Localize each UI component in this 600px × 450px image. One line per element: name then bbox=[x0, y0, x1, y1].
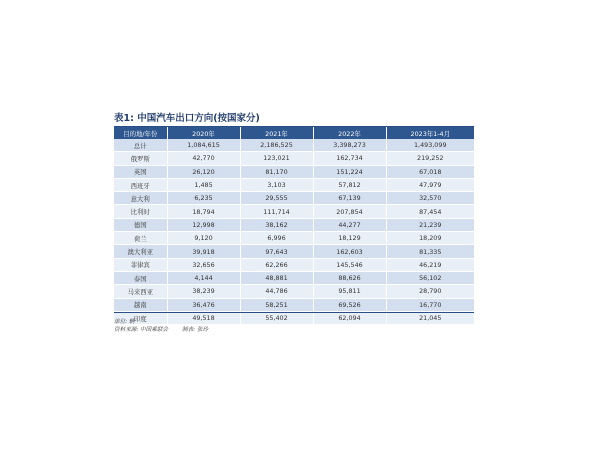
cell-value-2023-jan-apr: 67,018 bbox=[386, 165, 474, 178]
cell-value-2021: 6,996 bbox=[240, 232, 313, 245]
cell-value-2020: 1,084,615 bbox=[167, 139, 240, 152]
cell-value-2022: 44,277 bbox=[313, 218, 386, 231]
cell-value-2023-jan-apr: 219,252 bbox=[386, 152, 474, 165]
cell-destination: 西班牙 bbox=[114, 178, 167, 191]
table-row bbox=[114, 258, 474, 271]
cell-value-2022: 3,398,273 bbox=[313, 139, 386, 152]
table-row bbox=[114, 245, 474, 258]
table-row-total bbox=[114, 139, 474, 152]
cell-destination: 泰国 bbox=[114, 271, 167, 284]
cell-value-2022: 18,129 bbox=[313, 232, 386, 245]
table-row bbox=[114, 311, 474, 324]
cell-value-2020: 4,144 bbox=[167, 271, 240, 284]
source-note bbox=[114, 325, 208, 333]
cell-value-2022: 207,854 bbox=[313, 205, 386, 218]
table-row bbox=[114, 285, 474, 298]
table-bottom-divider bbox=[114, 312, 474, 313]
column-header-2022: 2022年 bbox=[313, 127, 386, 139]
cell-value-2022: 145,546 bbox=[313, 258, 386, 271]
cell-value-2023-jan-apr: 46,219 bbox=[386, 258, 474, 271]
source-text: 资料来源: 中国乘联会 bbox=[114, 327, 169, 333]
cell-destination: 总计 bbox=[114, 139, 167, 152]
cell-value-2021: 55,402 bbox=[240, 311, 313, 324]
cell-value-2021: 3,103 bbox=[240, 178, 313, 191]
cell-value-2022: 62,094 bbox=[313, 311, 386, 324]
cell-value-2020: 9,120 bbox=[167, 232, 240, 245]
cell-value-2023-jan-apr: 87,454 bbox=[386, 205, 474, 218]
column-header-2023-jan-apr: 2023年1-4月 bbox=[386, 127, 474, 139]
cell-value-2023-jan-apr: 21,239 bbox=[386, 218, 474, 231]
cell-value-2022: 162,734 bbox=[313, 152, 386, 165]
table-title: 表1: 中国汽车出口方向(按国家分) bbox=[114, 113, 260, 124]
column-header-destination: 目的地/年份 bbox=[114, 127, 167, 139]
cell-value-2021: 29,555 bbox=[240, 192, 313, 205]
cell-value-2020: 26,120 bbox=[167, 165, 240, 178]
cell-value-2023-jan-apr: 16,770 bbox=[386, 298, 474, 311]
cell-value-2020: 36,476 bbox=[167, 298, 240, 311]
table-row bbox=[114, 178, 474, 191]
table-row bbox=[114, 298, 474, 311]
cell-destination: 菲律宾 bbox=[114, 258, 167, 271]
maker-text: 制表: 张玲 bbox=[182, 327, 209, 333]
cell-value-2022: 69,526 bbox=[313, 298, 386, 311]
cell-value-2020: 42,770 bbox=[167, 152, 240, 165]
cell-value-2023-jan-apr: 21,045 bbox=[386, 311, 474, 324]
cell-value-2021: 81,170 bbox=[240, 165, 313, 178]
cell-value-2022: 162,603 bbox=[313, 245, 386, 258]
cell-value-2020: 39,918 bbox=[167, 245, 240, 258]
cell-destination: 澳大利亚 bbox=[114, 245, 167, 258]
cell-value-2020: 32,656 bbox=[167, 258, 240, 271]
column-header-2021: 2021年 bbox=[240, 127, 313, 139]
cell-value-2021: 48,881 bbox=[240, 271, 313, 284]
cell-value-2022: 95,811 bbox=[313, 285, 386, 298]
cell-destination: 英国 bbox=[114, 165, 167, 178]
cell-value-2020: 12,998 bbox=[167, 218, 240, 231]
table-row bbox=[114, 192, 474, 205]
unit-note: 单位: 辆 bbox=[114, 319, 135, 325]
cell-value-2023-jan-apr: 18,209 bbox=[386, 232, 474, 245]
table-row bbox=[114, 271, 474, 284]
export-table bbox=[114, 127, 474, 325]
table-row bbox=[114, 152, 474, 165]
cell-destination: 印度 bbox=[114, 311, 167, 324]
cell-value-2023-jan-apr: 1,493,099 bbox=[386, 139, 474, 152]
cell-value-2022: 151,224 bbox=[313, 165, 386, 178]
cell-value-2021: 38,162 bbox=[240, 218, 313, 231]
cell-destination: 荷兰 bbox=[114, 232, 167, 245]
table-row bbox=[114, 232, 474, 245]
cell-destination: 俄罗斯 bbox=[114, 152, 167, 165]
cell-destination: 德国 bbox=[114, 218, 167, 231]
cell-value-2021: 62,266 bbox=[240, 258, 313, 271]
cell-value-2022: 67,139 bbox=[313, 192, 386, 205]
cell-destination: 比利时 bbox=[114, 205, 167, 218]
cell-value-2021: 44,786 bbox=[240, 285, 313, 298]
cell-value-2023-jan-apr: 81,335 bbox=[386, 245, 474, 258]
column-header-2020: 2020年 bbox=[167, 127, 240, 139]
cell-value-2020: 49,518 bbox=[167, 311, 240, 324]
cell-value-2023-jan-apr: 56,102 bbox=[386, 271, 474, 284]
cell-value-2021: 97,643 bbox=[240, 245, 313, 258]
cell-destination: 马来西亚 bbox=[114, 285, 167, 298]
table-row bbox=[114, 165, 474, 178]
cell-value-2020: 38,239 bbox=[167, 285, 240, 298]
cell-value-2022: 88,626 bbox=[313, 271, 386, 284]
cell-value-2023-jan-apr: 32,570 bbox=[386, 192, 474, 205]
cell-value-2023-jan-apr: 47,979 bbox=[386, 178, 474, 191]
cell-value-2023-jan-apr: 28,790 bbox=[386, 285, 474, 298]
cell-value-2020: 6,235 bbox=[167, 192, 240, 205]
cell-value-2021: 123,021 bbox=[240, 152, 313, 165]
table-row bbox=[114, 218, 474, 231]
cell-destination: 越南 bbox=[114, 298, 167, 311]
cell-value-2021: 58,251 bbox=[240, 298, 313, 311]
cell-value-2020: 1,485 bbox=[167, 178, 240, 191]
table-row bbox=[114, 205, 474, 218]
cell-value-2022: 57,812 bbox=[313, 178, 386, 191]
header-row bbox=[114, 127, 474, 139]
cell-value-2021: 111,714 bbox=[240, 205, 313, 218]
cell-value-2021: 2,186,525 bbox=[240, 139, 313, 152]
cell-value-2020: 18,794 bbox=[167, 205, 240, 218]
cell-destination: 意大利 bbox=[114, 192, 167, 205]
